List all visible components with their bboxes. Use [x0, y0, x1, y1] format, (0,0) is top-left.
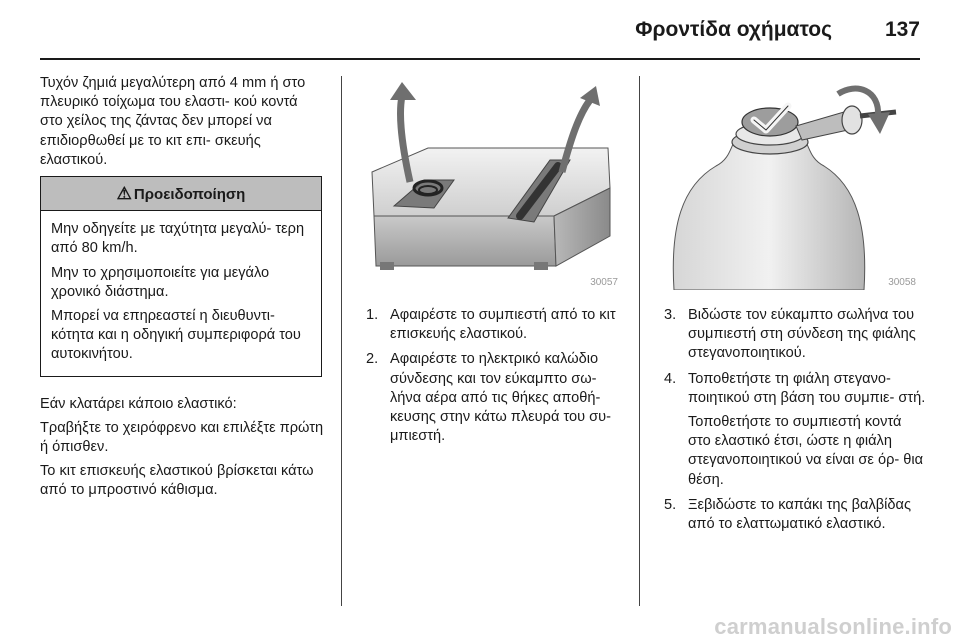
step-number: 5.: [664, 496, 677, 513]
intro-paragraph: Τυχόν ζημιά μεγαλύτερη από 4 mm ή στο πλευρικό τοίχωμα του ελαστι- κού κοντά στο χείλος της ζάντας δεν μπορεί να επιδιορθωθεί με το κιτ επι- σκευής ελαστικού.: [40, 75, 306, 168]
step-subtext: Τοποθετήστε το συμπιεστή κοντά στο ελαστικό έτσι, ώστε η φιάλη στεγανοποιητικού να είναι σε όρ- θια θέση.: [688, 414, 924, 488]
figure-sealant-bottle: [656, 76, 922, 290]
page-title: Φροντίδα οχήματος: [635, 18, 832, 41]
figure-number: 30058: [888, 277, 916, 288]
figure-compressor-box: [358, 76, 624, 290]
site-watermark: carmanualsonline.info: [714, 614, 952, 639]
body-paragraph: Το κιτ επισκευής ελαστικού βρίσκεται κάτω από το μπροστινό κάθισμα.: [40, 463, 314, 499]
sealant-bottle-illustration: [656, 76, 922, 290]
list-item: [664, 370, 926, 490]
step-number: 4.: [664, 370, 677, 387]
step-number: 1.: [366, 307, 379, 323]
list-item: [664, 496, 926, 534]
warning-paragraph: Μπορεί να επηρεαστεί η διευθυντι- κότητα και η οδηγική συμπεριφορά του αυτοκινήτου.: [51, 308, 301, 363]
warning-box: [40, 176, 322, 377]
steps-list: [366, 306, 626, 446]
warning-body: [41, 211, 321, 375]
step-number: 2.: [366, 351, 379, 368]
warning-header: [41, 177, 321, 211]
body-paragraph: Εάν κλατάρει κάποιο ελαστικό:: [40, 395, 237, 412]
left-column: [40, 74, 324, 506]
step-text: Αφαιρέστε το συμπιεστή από το κιτ επισκευής ελαστικού.: [390, 307, 616, 343]
page-header: [40, 14, 920, 44]
steps-list: [664, 306, 926, 534]
step-text: Τοποθετήστε τη φιάλη στεγανο- ποιητικού στη βάση του συμπιε- στή.: [688, 370, 926, 406]
step-number: 3.: [664, 307, 677, 323]
list-item: [366, 306, 626, 344]
column-divider-left: [341, 76, 342, 606]
header-rule: [40, 58, 920, 60]
warning-paragraph: Μην οδηγείτε με ταχύτητα μεγαλύ- τερη από 80 km/h.: [51, 221, 305, 257]
page-number: 137: [884, 18, 920, 41]
warning-triangle-icon: ⚠: [116, 184, 132, 204]
step-text: Βιδώστε τον εύκαμπτο σωλήνα του συμπιεστή στη σύνδεση της φιάλης στεγανοποιητικού.: [688, 307, 916, 362]
compressor-box-illustration: [358, 76, 624, 290]
step-text: Αφαιρέστε το ηλεκτρικό καλώδιο σύνδεσης και τον εύκαμπτο σω- λήνα αέρα από τις θήκες αποθή- κευσης στην κάτω πλευρά του συ- μπιεστή.: [390, 351, 612, 445]
warning-paragraph: Μην το χρησιμοποιείτε για μεγάλο χρονικό διάστημα.: [51, 264, 270, 300]
right-column: [664, 306, 926, 540]
list-item: [366, 350, 626, 446]
warning-title: Προειδοποίηση: [133, 186, 246, 204]
body-paragraph: Τραβήξτε το χειρόφρενο και επιλέξτε πρώτη ή όπισθεν.: [40, 419, 324, 456]
list-item: [664, 306, 926, 364]
figure-number: 30057: [590, 277, 618, 288]
column-divider-right: [639, 76, 640, 606]
middle-column: [366, 306, 626, 452]
step-text: Ξεβιδώστε το καπάκι της βαλβίδας από το ελαττωματικό ελαστικό.: [688, 496, 911, 533]
